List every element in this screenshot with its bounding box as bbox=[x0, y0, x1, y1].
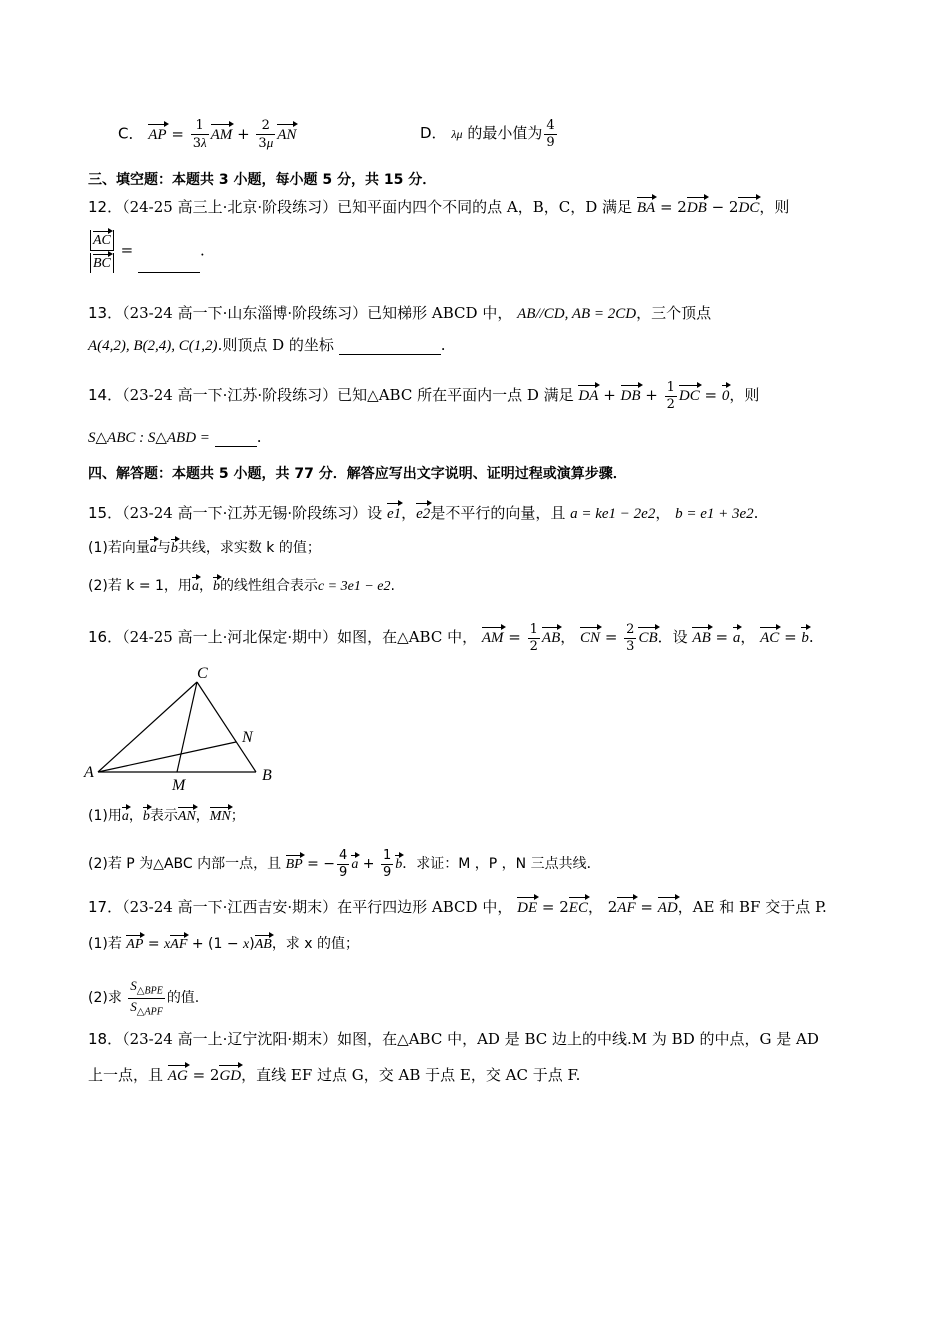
q13-line-1 bbox=[88, 304, 711, 323]
q15-e1: e1 bbox=[387, 502, 401, 523]
q16-part-2 bbox=[88, 848, 601, 880]
q16-part-1-text: (1)用 bbox=[88, 808, 122, 824]
q15-number: 15． bbox=[88, 504, 123, 522]
q13-source: （23-24 高一下·山东淄博·阶段练习） bbox=[122, 304, 368, 322]
q16-ab: AB = a bbox=[692, 628, 741, 647]
q15-text2: 是不平行的向量，且 bbox=[430, 504, 566, 522]
q13-points: A(4,2), B(2,4), C(1,2) bbox=[88, 338, 218, 354]
q15-sep: ， bbox=[401, 504, 417, 522]
q16-part-1-mid: 表示 bbox=[149, 808, 178, 824]
label-b: B bbox=[262, 767, 272, 784]
q14-line-1 bbox=[88, 380, 759, 412]
q17-number: 17． bbox=[88, 898, 123, 916]
q14-number: 14． bbox=[88, 386, 123, 405]
q17-source: （23-24 高一下·江西吉安·期末） bbox=[122, 898, 338, 916]
q12-end: . bbox=[200, 241, 205, 260]
q17-part-2-tail: 的值. bbox=[166, 990, 200, 1007]
q15-c-def: c = 3e1 − e2 bbox=[317, 579, 391, 594]
q13-text: 已知梯形 ABCD 中， bbox=[367, 304, 513, 322]
q16-part-1: (1)用a，b表示AN，MN； bbox=[88, 808, 245, 824]
q16-bp: BP = − $\frac{4}{9}$ a + $\frac{1}{9}$ b bbox=[285, 848, 403, 880]
q16-part-1-end: ； bbox=[230, 808, 245, 824]
q15-a-def: a = ke1 − 2e2 bbox=[570, 506, 656, 522]
q13-number: 13． bbox=[88, 304, 123, 322]
q16-part-2-text: (2)若 P 为△ABC 内部一点，且 bbox=[88, 856, 282, 873]
label-a: A bbox=[84, 764, 94, 781]
q18-line-2-b: ，直线 EF 过点 G，交 AB 于点 E，交 AC 于点 F. bbox=[241, 1066, 581, 1084]
q14-ask: S△ABC : S△ABD = bbox=[88, 430, 210, 446]
q15-end: . bbox=[390, 578, 395, 594]
q18-line-1 bbox=[88, 1030, 819, 1048]
q14-source: （23-24 高一下·江苏·阶段练习） bbox=[122, 386, 338, 405]
q12-number: 12． bbox=[88, 198, 123, 216]
q17-text: 在平行四边形 ABCD 中， bbox=[337, 898, 513, 916]
q15-part-1: (1)若向量a与b共线，求实数 k 的值； bbox=[88, 540, 321, 556]
option-d-value: $\frac{4}{9}$ bbox=[546, 118, 555, 150]
q13-condition: AB//CD, AB = 2CD bbox=[517, 306, 637, 322]
q14-answer-blank[interactable] bbox=[215, 446, 257, 447]
option-d-label: D． bbox=[420, 124, 447, 143]
q17-de: DE = 2EC bbox=[517, 898, 588, 916]
q16-ac: AC = b bbox=[760, 628, 809, 647]
q16-triangle-figure bbox=[80, 660, 300, 800]
q15-line-1: 15．（23-24 高一下·江苏无锡·阶段练习）设 e1，e2是不平行的向量，且 a = ke1 − 2e2， b = e1 + 3e2. bbox=[88, 504, 759, 522]
label-c: C bbox=[197, 665, 208, 682]
q12-source: （24-25 高三上·北京·阶段练习） bbox=[122, 198, 338, 216]
label-m: M bbox=[172, 777, 186, 794]
q15-part-1-and: 与 bbox=[156, 540, 171, 556]
q15-part-2-mid: 的线性组合表示 bbox=[219, 578, 318, 594]
q16-mn: MN bbox=[210, 806, 231, 826]
q17-part-1 bbox=[88, 934, 359, 954]
q14-end: . bbox=[256, 428, 262, 446]
q15-source: （23-24 高一下·江苏无锡·阶段练习） bbox=[122, 504, 368, 522]
label-n: N bbox=[242, 729, 253, 746]
q14-line-2 bbox=[88, 428, 262, 447]
q15-e2: e2 bbox=[416, 502, 430, 523]
q16-an: AN bbox=[178, 806, 196, 826]
q17-af: 2AF = AD bbox=[607, 898, 678, 916]
q17-ratio: $\frac{S_{\triangle BPE}}{S_{\triangle APF}}$ bbox=[130, 978, 163, 1018]
q11-option-c bbox=[118, 118, 296, 151]
q18-line-2-a: 上一点，且 bbox=[88, 1066, 164, 1084]
q15-part-2: (2)若 k = 1，用a，b的线性组合表示c = 3e1 − e2. bbox=[88, 578, 395, 594]
q17-tail: ，AE 和 BF 交于点 P. bbox=[677, 898, 827, 916]
q18-number: 18． bbox=[88, 1030, 123, 1048]
q17-part-1-tail: ，求 x 的值； bbox=[271, 936, 359, 952]
q16-part-2-tail: ．求证：M ，P ，N 三点共线． bbox=[402, 856, 601, 873]
q17-part-1-text: (1)若 bbox=[88, 936, 122, 952]
q16-line-1: 16．（24-25 高一上·河北保定·期中）如图，在△ABC 中， AM = $\frac{1}{2}$ AB， CN = $\frac{2}{3}$ CB．设 AB = a， AC = b. bbox=[88, 622, 814, 654]
q15-text: 设 bbox=[367, 504, 383, 522]
q17-part-2 bbox=[88, 978, 199, 1018]
q18-ag: AG = 2GD bbox=[167, 1066, 242, 1084]
segment-cm bbox=[177, 682, 197, 772]
q16-number: 16． bbox=[88, 628, 123, 647]
q18-text: 如图，在△ABC 中，AD 是 BC 边上的中线.M 为 BD 的中点，G 是 AD bbox=[337, 1030, 819, 1048]
q17-ap: AP = xAF + (1 − x)AB bbox=[126, 936, 272, 952]
q12-line-2 bbox=[88, 230, 205, 273]
q18-line-2 bbox=[88, 1064, 580, 1085]
option-d-lambda-mu: λμ bbox=[451, 127, 463, 142]
q15-part-1-tail: 共线，求实数 k 的值； bbox=[177, 540, 321, 556]
q12-answer-blank[interactable] bbox=[138, 272, 200, 273]
q12-tail: ，则 bbox=[759, 198, 790, 216]
q14-tail: ，则 bbox=[729, 386, 760, 405]
q13-answer-blank[interactable] bbox=[339, 354, 441, 355]
section-4-heading: 四、解答题：本题共 5 小题，共 77 分．解答应写出文字说明、证明过程或演算步骤． bbox=[88, 466, 627, 482]
q13-line-2 bbox=[88, 336, 445, 355]
q12-line-1 bbox=[88, 196, 789, 217]
q16-set: ．设 bbox=[657, 628, 688, 647]
q17-line-1: 17．（23-24 高一下·江西吉安·期末）在平行四边形 ABCD 中， DE = 2EC， 2AF = AD，AE 和 BF 交于点 P. bbox=[88, 898, 827, 916]
segment-ac bbox=[98, 682, 197, 772]
q16-cn: CN = $\frac{2}{3}$ CB bbox=[580, 622, 658, 654]
q12-text: 已知平面内四个不同的点 A，B，C，D 满足 bbox=[337, 198, 633, 216]
q12-ask: $\frac{AC}{BC}$ = bbox=[88, 241, 138, 259]
q13-end: . bbox=[440, 336, 446, 354]
q16-am: AM = $\frac{1}{2}$ AB bbox=[481, 622, 561, 654]
q17-part-2-text: (2)求 bbox=[88, 990, 122, 1007]
q18-source: （23-24 高一上·辽宁沈阳·期末） bbox=[122, 1030, 338, 1048]
q15-b-def: b = e1 + 3e2 bbox=[675, 506, 754, 522]
option-d-text: 的最小值为 bbox=[467, 124, 543, 143]
q12-condition: BA = 2DB − 2DC bbox=[636, 198, 760, 216]
q15-part-2-text: (2)若 k = 1，用 bbox=[88, 578, 192, 594]
option-c-label: C． bbox=[118, 124, 144, 143]
option-c-formula: AP = $\frac{1}{3\lambda}$ AM + $\frac{2}{3\mu}$ AN bbox=[148, 118, 297, 151]
segment-bc bbox=[197, 682, 256, 772]
q13-tail: ，三个顶点 bbox=[636, 304, 712, 322]
section-3-heading: 三、填空题：本题共 3 小题，每小题 5 分，共 15 分． bbox=[88, 172, 437, 188]
q15-part-1-text: (1)若向量 bbox=[88, 540, 150, 556]
q14-text: 已知△ABC 所在平面内一点 D 满足 bbox=[337, 386, 574, 405]
segment-an bbox=[98, 742, 236, 772]
q11-option-d bbox=[420, 118, 559, 150]
q16-text: 如图，在△ABC 中， bbox=[337, 628, 478, 647]
q16-source: （24-25 高一上·河北保定·期中） bbox=[122, 628, 338, 647]
q13-ask: .则顶点 D 的坐标 bbox=[217, 336, 334, 354]
q14-condition: DA + DB + $\frac{1}{2}$ DC = 0 bbox=[578, 380, 730, 412]
